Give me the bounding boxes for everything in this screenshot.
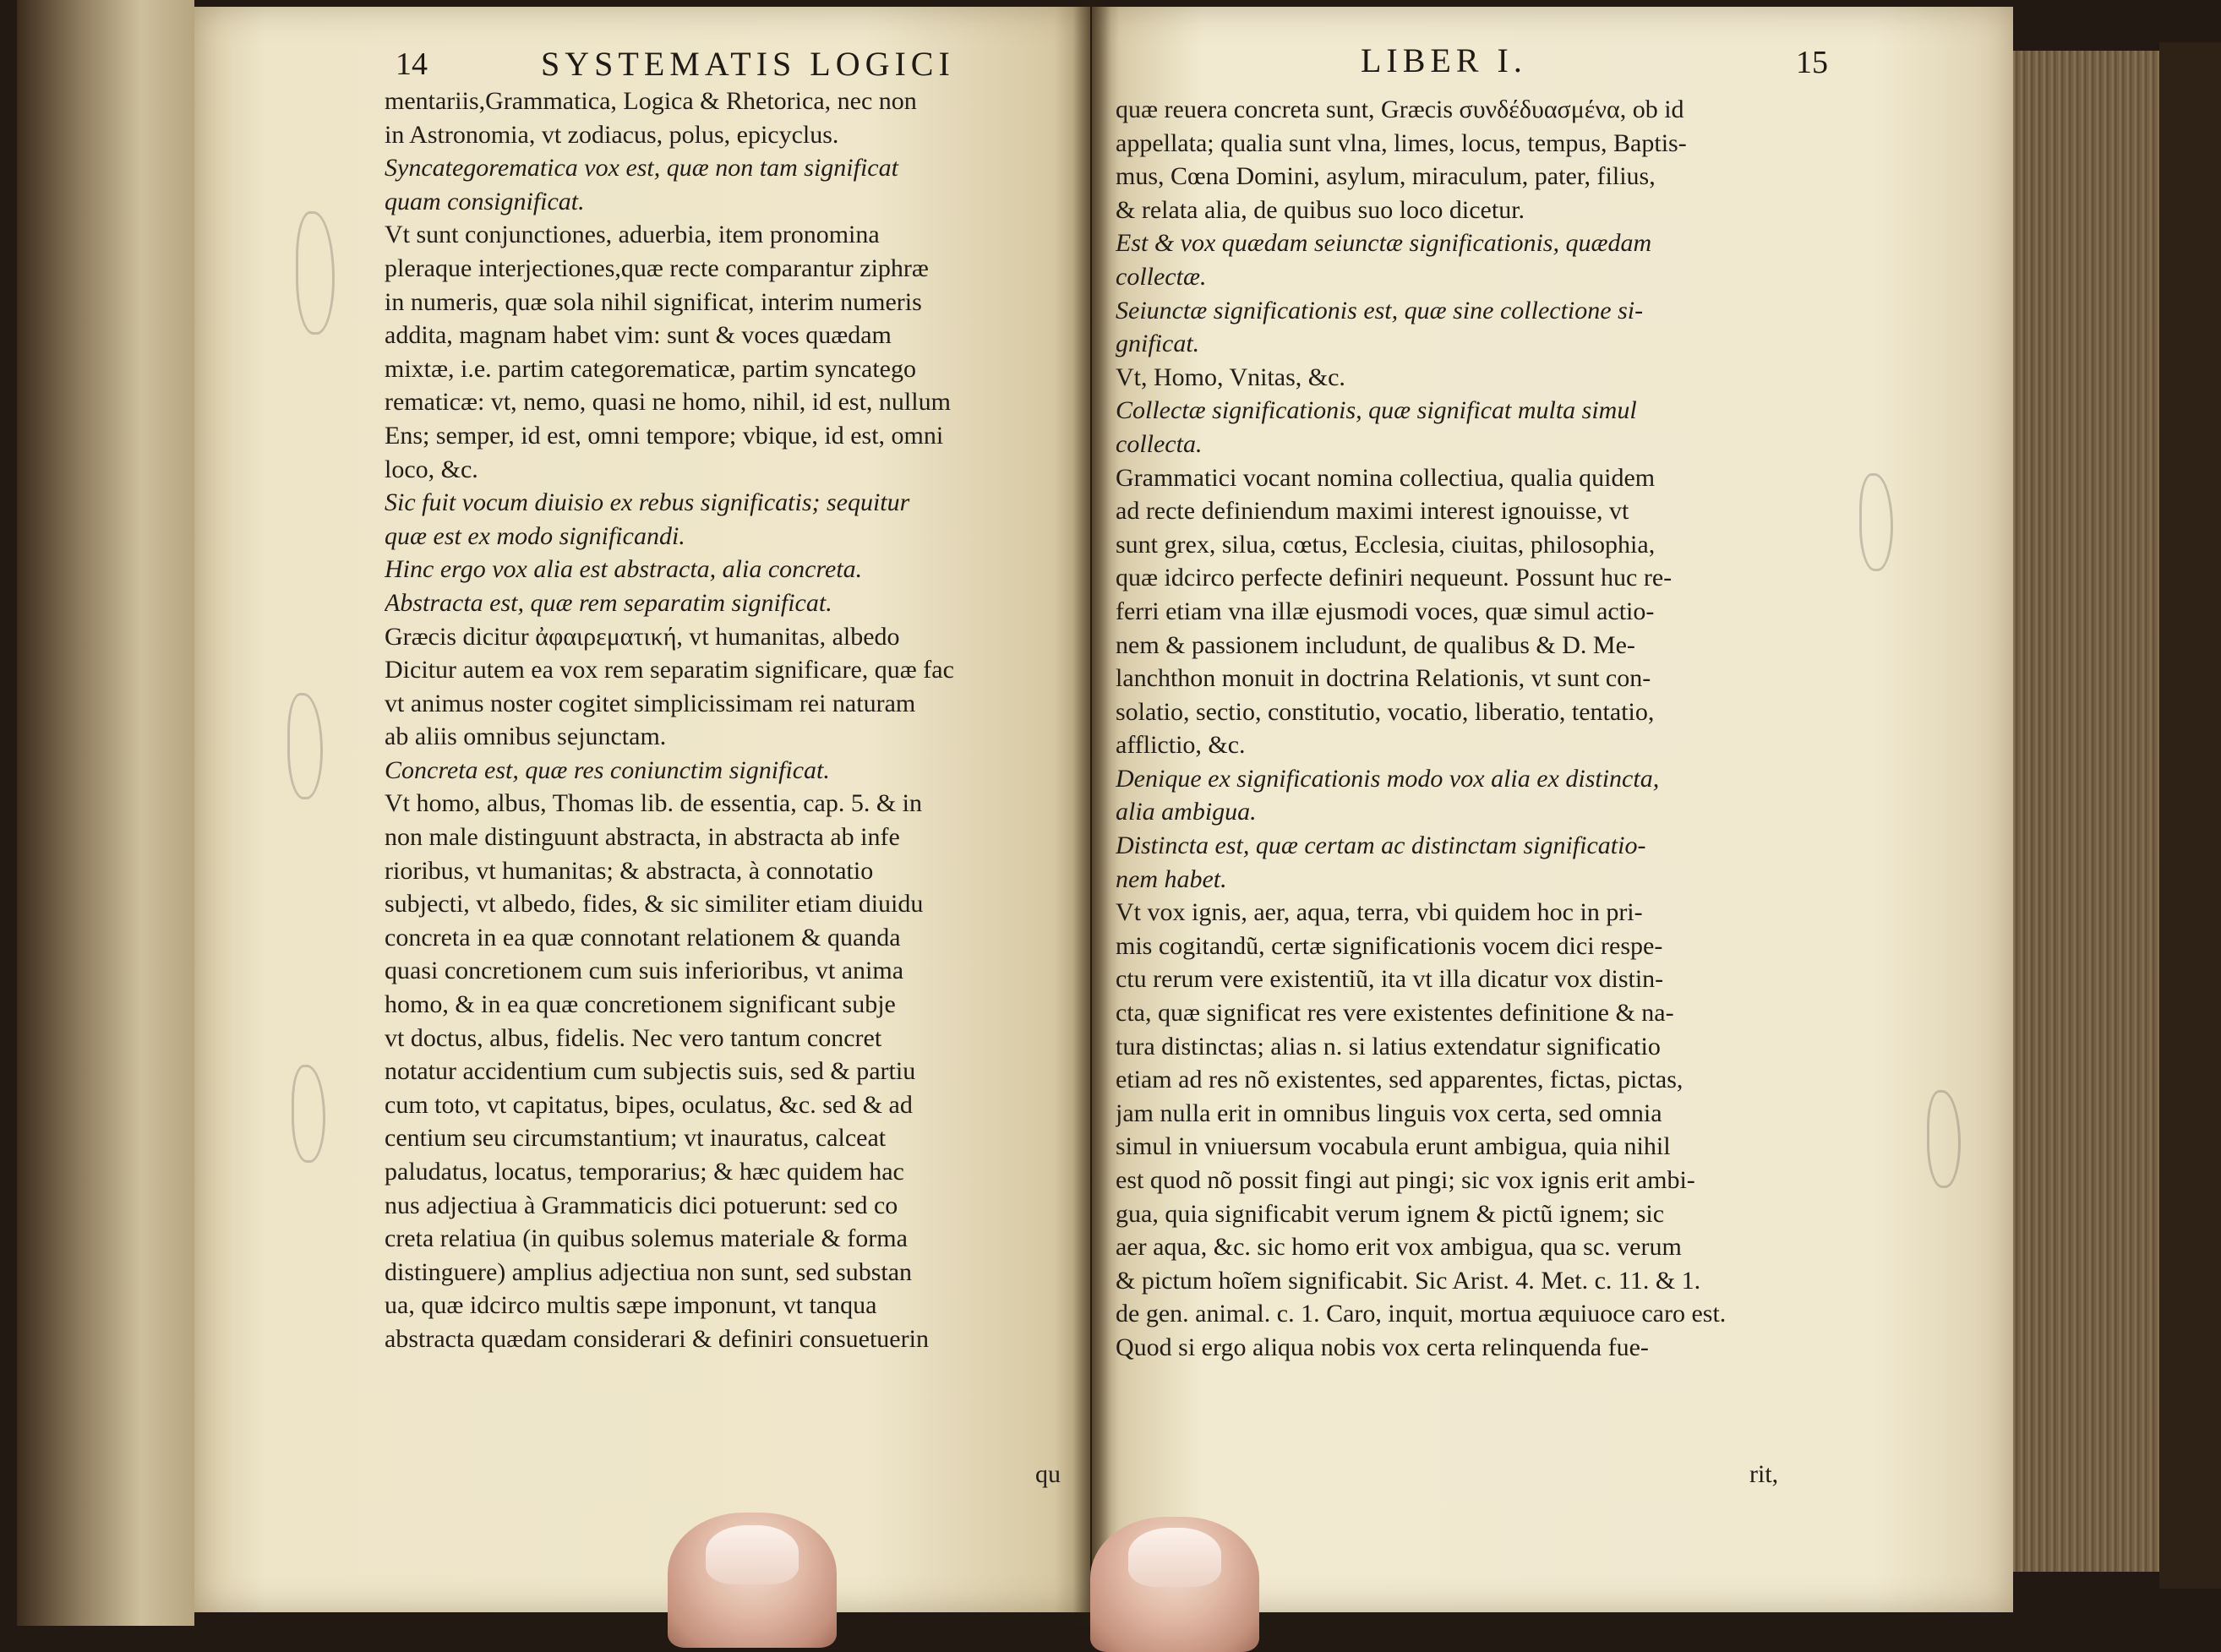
text-line: pleraque interjectiones,quæ recte comparantur ziphræ [385,254,929,282]
text-line: quæ reuera concreta sunt, Græcis συνδέδυασμένα, ob id [1116,95,1684,123]
left-folio: 14 [396,46,428,82]
text-line: distinguere) amplius adjectiua non sunt, sed substan [385,1257,913,1286]
text-line: afflictio, &c. [1116,731,1246,760]
right-running-head: LIBER I. [1361,41,1527,79]
italic-text-line: alia ambigua. [1116,798,1257,826]
book-fore-edge-left [17,0,194,1626]
italic-text-line: Est & vox quædam seiunctæ significationis, quædam [1116,229,1652,258]
italic-text-line: collectæ. [1116,262,1207,291]
text-line: in numeris, quæ sola nihil significat, interim numeris [385,287,922,316]
text-line: homo, & in ea quæ concretionem significant subje [385,990,896,1019]
text-line: sunt grex, silua, cœtus, Ecclesia, ciuitas, philosophia, [1116,530,1656,559]
text-line: Dicitur autem ea vox rem separatim significare, quæ fac [385,656,954,684]
text-line: creta relatiua (in quibus solemus materiale & forma [385,1224,908,1253]
text-line: lanchthon monuit in doctrina Relationis, vt sunt con- [1116,664,1651,693]
text-line: addita, magnam habet vim: sunt & voces quædam [385,321,892,350]
right-thumbnail-nail [1128,1528,1221,1587]
italic-text-line: Collectæ significationis, quæ significat multa simul [1116,396,1637,425]
text-line: Vt sunt conjunctiones, aduerbia, item pronomina [385,221,880,249]
text-line: ctu rerum vere existentiũ, ita vt illa dicatur vox distin- [1116,965,1664,994]
book-cover-right [2159,42,2221,1589]
text-line: est quod nõ possit fingi aut pingi; sic vox ignis erit ambi- [1116,1166,1695,1194]
text-line: vt animus noster cogitet simplicissimam rei naturam [385,689,916,717]
text-line: ferri etiam vna illæ ejusmodi voces, quæ simul actio- [1116,597,1655,625]
text-line: ua, quæ idcirco multis sæpe imponunt, vt tanqua [385,1291,877,1320]
text-line: mis cogitandũ, certæ significationis vocem dici respe- [1116,931,1663,960]
text-line: mus, Cœna Domini, asylum, miraculum, pater, filius, [1116,162,1656,191]
text-line: mixtæ, i.e. partim categorematicæ, partim syncatego [385,354,916,383]
left-catchword: qu [1035,1460,1061,1488]
italic-text-line: Denique ex significationis modo vox alia ex distincta, [1116,764,1660,793]
right-page-text [1116,93,1961,1546]
right-catchword: rit, [1749,1460,1779,1488]
italic-text-line: gnificat. [1116,330,1200,358]
text-line: nem & passionem includunt, de qualibus & D. Me- [1116,630,1635,659]
text-line: Ens; semper, id est, omni tempore; vbique, id est, omni [385,421,944,450]
text-line: rematicæ: vt, nemo, quasi ne homo, nihil, id est, nullum [385,388,951,417]
text-line: & pictum hoĩem significabit. Sic Arist. 4. Met. c. 11. & 1. [1116,1266,1701,1295]
italic-text-line: quam consignificat. [385,187,585,215]
text-line: quæ idcirco perfecte definiri nequeunt. Possunt huc re- [1116,564,1673,592]
text-line: solatio, sectio, constitutio, vocatio, liberatio, tentatio, [1116,697,1655,726]
text-line: Græcis dicitur ἀφαιρεματική, vt humanitas, albedo [385,622,900,651]
right-folio: 15 [1796,45,1828,80]
text-line: Quod si ergo aliqua nobis vox certa relinquenda fue- [1116,1333,1649,1361]
text-line: paludatus, locatus, temporarius; & hæc quidem hac [385,1158,904,1186]
text-line: rioribus, vt humanitas; & abstracta, à connotatio [385,856,874,885]
italic-text-line: Syncategorematica vox est, quæ non tam significat [385,154,898,183]
text-line: centium seu circumstantium; vt inauratus, calceat [385,1124,887,1153]
text-line: tura distinctas; alias n. si latius extendatur significatio [1116,1032,1661,1060]
italic-text-line: quæ est ex modo significandi. [385,521,685,550]
italic-text-line: Seiunctæ significationis est, quæ sine collectione si- [1116,296,1644,324]
text-line: concreta in ea quæ connotant relationem & quanda [385,923,901,951]
text-line: nus adjectiua à Grammaticis dici potuerunt: sed co [385,1191,898,1219]
text-line: etiam ad res nõ existentes, sed apparentes, fictas, pictas, [1116,1066,1683,1094]
text-line: loco, &c. [385,455,478,483]
text-line: Grammatici vocant nomina collectiua, qualia quidem [1116,463,1656,492]
left-running-head: SYSTEMATIS LOGICI [541,45,955,83]
italic-text-line: Concreta est, quæ res coniunctim significat. [385,755,830,784]
text-line: abstracta quædam considerari & definiri consuetuerin [385,1324,929,1353]
text-line: ad recte definiendum maximi interest ignouisse, vt [1116,497,1629,526]
italic-text-line: Sic fuit vocum diuisio ex rebus significatis; sequitur [385,488,910,517]
text-line: ab aliis omnibus sejunctam. [385,722,667,751]
text-line: gua, quia significabit verum ignem & pictũ ignem; sic [1116,1199,1665,1228]
text-line: Vt, Homo, Vnitas, &c. [1116,363,1345,391]
text-line: de gen. animal. c. 1. Caro, inquit, mortua æquiuoce caro est. [1116,1300,1727,1328]
text-line: quasi concretionem cum suis inferioribus, vt anima [385,957,904,985]
text-line: cta, quæ significat res vere existentes definitione & na- [1116,999,1674,1028]
text-line: appellata; qualia sunt vlna, limes, locus, tempus, Baptis- [1116,128,1687,157]
left-page-text [385,85,1086,1487]
left-thumbnail-nail [706,1525,799,1584]
text-line: jam nulla erit in omnibus linguis vox certa, sed omnia [1116,1099,1662,1127]
text-line: subjecti, vt albedo, fides, & sic similiter etiam diuidu [385,890,924,919]
text-line: Vt homo, albus, Thomas lib. de essentia, cap. 5. & in [385,789,923,818]
italic-text-line: Abstracta est, quæ rem separatim significat. [385,588,832,617]
text-line: Vt vox ignis, aer, aqua, terra, vbi quidem hoc in pri- [1116,898,1643,927]
text-line: notatur accidentium cum subjectis suis, sed & partiu [385,1057,916,1086]
italic-text-line: collecta. [1116,429,1203,458]
italic-text-line: Hinc ergo vox alia est abstracta, alia concreta. [385,555,863,584]
text-line: & relata alia, de quibus suo loco dicetur. [1116,195,1525,224]
italic-text-line: Distincta est, quæ certam ac distinctam significatio- [1116,831,1646,860]
text-line: vt doctus, albus, fidelis. Nec vero tantum concret [385,1023,882,1052]
text-line: non male distinguunt abstracta, in abstracta ab infe [385,823,900,852]
text-line: aer aqua, &c. sic homo erit vox ambigua, qua sc. verum [1116,1233,1682,1262]
text-line: mentariis,Grammatica, Logica & Rhetorica, nec non [385,87,917,115]
italic-text-line: nem habet. [1116,864,1227,893]
text-line: simul in vniuersum vocabula erunt ambigua, quia nihil [1116,1132,1671,1161]
text-line: cum toto, vt capitatus, bipes, oculatus, &c. sed & ad [385,1090,913,1119]
text-line: in Astronomia, vt zodiacus, polus, epicyclus. [385,120,839,149]
